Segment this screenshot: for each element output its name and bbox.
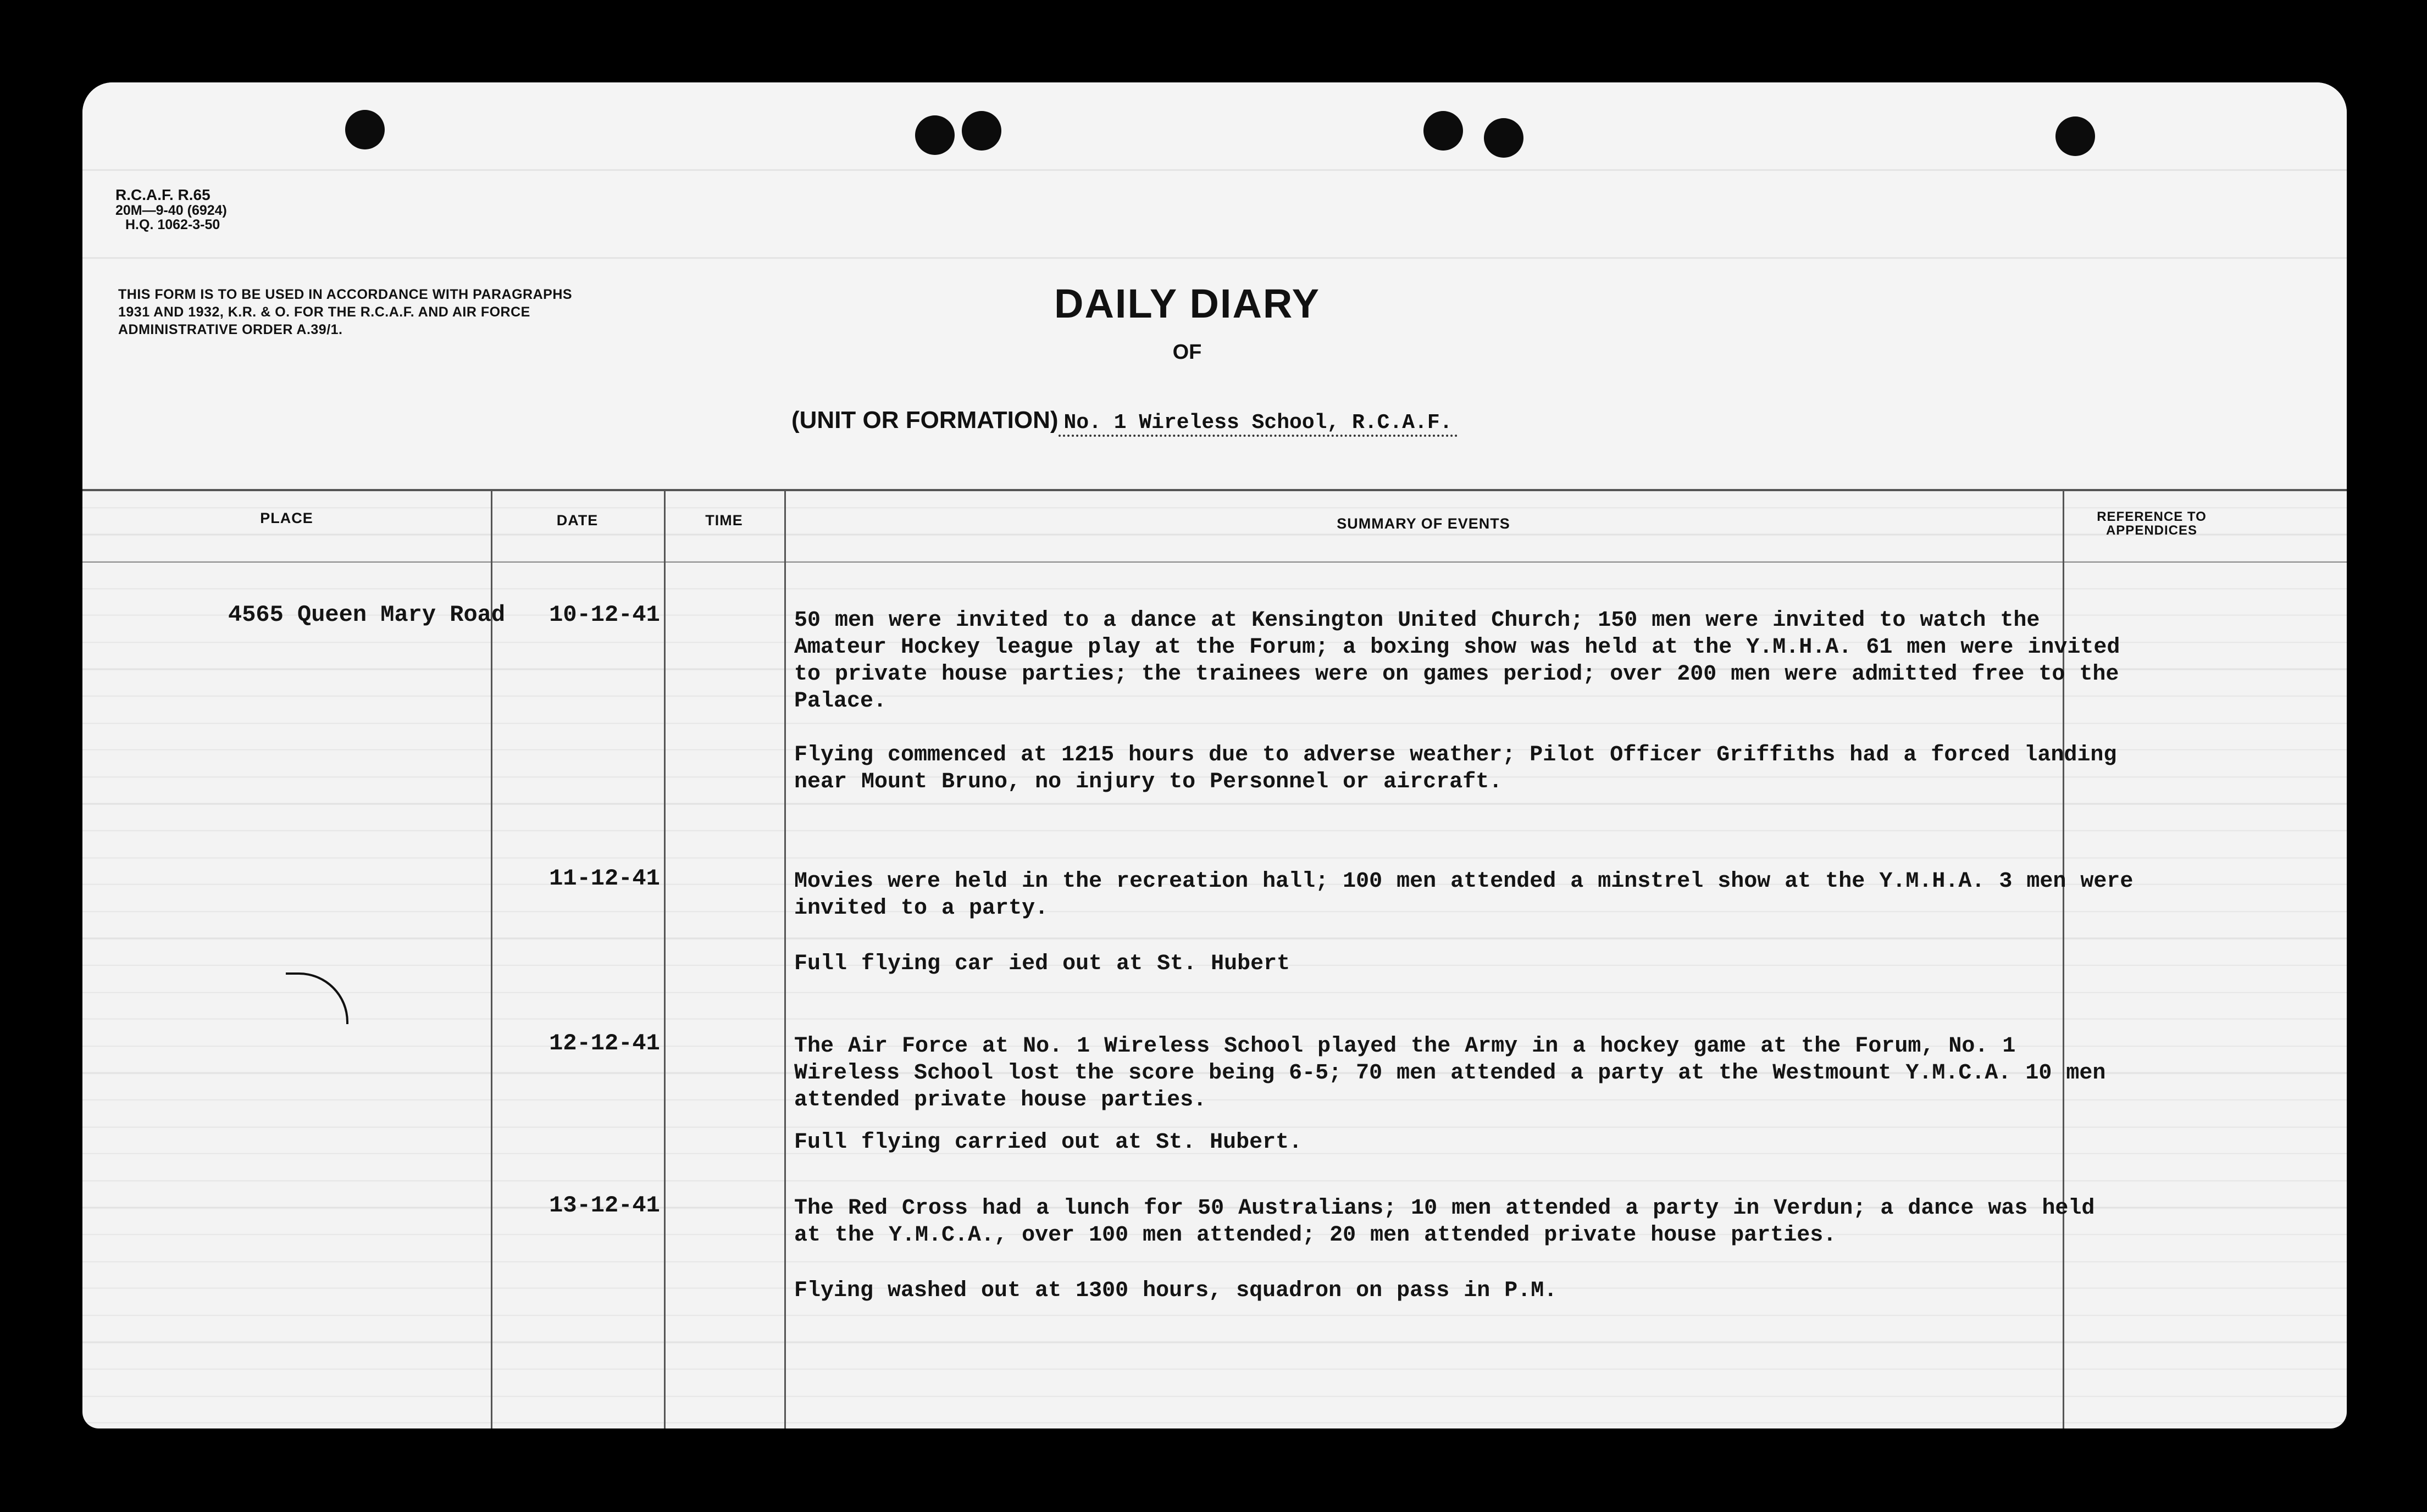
column-header-time: TIME bbox=[705, 512, 743, 529]
header-rule bbox=[82, 169, 2347, 171]
column-header-reference: REFERENCE TO APPENDICES bbox=[2097, 509, 2207, 538]
table-header-rule bbox=[82, 562, 2347, 563]
punch-hole bbox=[2055, 116, 2095, 156]
column-divider bbox=[664, 489, 666, 1428]
unit-value: No. 1 Wireless School, R.C.A.F. bbox=[1059, 411, 1458, 437]
punch-hole bbox=[1423, 111, 1463, 151]
form-notice: THIS FORM IS TO BE USED IN ACCORDANCE WITH PARAGRAPHS 1931 AND 1932, K.R. & O. FOR THE R.C.A.F. AND AIR FORCE ADMINISTRATIVE ORDER A.39/1. bbox=[118, 287, 573, 337]
form-code-line: H.Q. 1062-3-50 bbox=[125, 217, 220, 232]
entry-paragraph: Flying washed out at 1300 hours, squadron on pass in P.M. bbox=[794, 1278, 1558, 1303]
column-header-date: DATE bbox=[556, 512, 599, 529]
entry-date: 11-12-41 bbox=[549, 865, 660, 892]
entry-paragraph: Full flying car ied out at St. Hubert bbox=[794, 952, 1290, 976]
punch-hole bbox=[345, 110, 385, 149]
header-rule bbox=[82, 257, 2347, 259]
column-divider bbox=[491, 489, 492, 1428]
page-title: DAILY DIARY bbox=[1054, 281, 1320, 326]
form-code-line: 20M—9-40 (6924) bbox=[115, 203, 227, 218]
unit-label: (UNIT OR FORMATION) bbox=[791, 407, 1059, 433]
entry-date: 13-12-41 bbox=[549, 1192, 660, 1219]
entry-paragraph: The Red Cross had a lunch for 50 Australians; 10 men attended a party in Verdun; a dance was held at the Y.M.C.A., over 100 men attended; 20 men attended private house parties. bbox=[794, 1196, 2095, 1248]
diary-sheet bbox=[82, 82, 2347, 1428]
unit-row bbox=[791, 407, 1458, 435]
pen-mark bbox=[286, 972, 348, 1024]
entry-paragraph: Flying commenced at 1215 hours due to adverse weather; Pilot Officer Griffiths had a forced landing near Mount Bruno, no injury to Personnel or aircraft. bbox=[794, 743, 2117, 794]
entry-paragraph: The Air Force at No. 1 Wireless School played the Army in a hockey game at the Forum, No. 1 Wireless School lost the score being 6-5; 70 men attended a party at the Westmount Y.M.C.A. 10 men attended private house parties. bbox=[794, 1034, 2106, 1113]
entry-paragraph: Movies were held in the recreation hall; 100 men attended a minstrel show at the Y.M.H.A. 3 men were invited to a party. bbox=[794, 869, 2134, 921]
punch-hole bbox=[1484, 118, 1523, 158]
entry-date: 10-12-41 bbox=[549, 602, 660, 628]
punch-hole bbox=[962, 111, 1001, 151]
entry-paragraph: 50 men were invited to a dance at Kensington United Church; 150 men were invited to watch the Amateur Hockey league play at the Forum; a boxing show was held at the Y.M.H.A. 61 men were invited to private house parties; the trainees were on games period; over 200 men were admitted free to the Palace. bbox=[794, 608, 2120, 714]
entry-paragraph: Full flying carried out at St. Hubert. bbox=[794, 1130, 1303, 1155]
title-of: OF bbox=[1172, 341, 1202, 364]
form-code bbox=[115, 187, 227, 232]
column-divider bbox=[784, 489, 786, 1428]
table-top-rule bbox=[82, 489, 2347, 491]
entry-date: 12-12-41 bbox=[549, 1030, 660, 1057]
place-value: 4565 Queen Mary Road bbox=[228, 602, 506, 628]
form-code-line: R.C.A.F. R.65 bbox=[115, 186, 210, 203]
punch-hole bbox=[915, 115, 955, 155]
column-header-summary: SUMMARY OF EVENTS bbox=[1337, 515, 1510, 532]
column-header-place: PLACE bbox=[260, 510, 313, 526]
